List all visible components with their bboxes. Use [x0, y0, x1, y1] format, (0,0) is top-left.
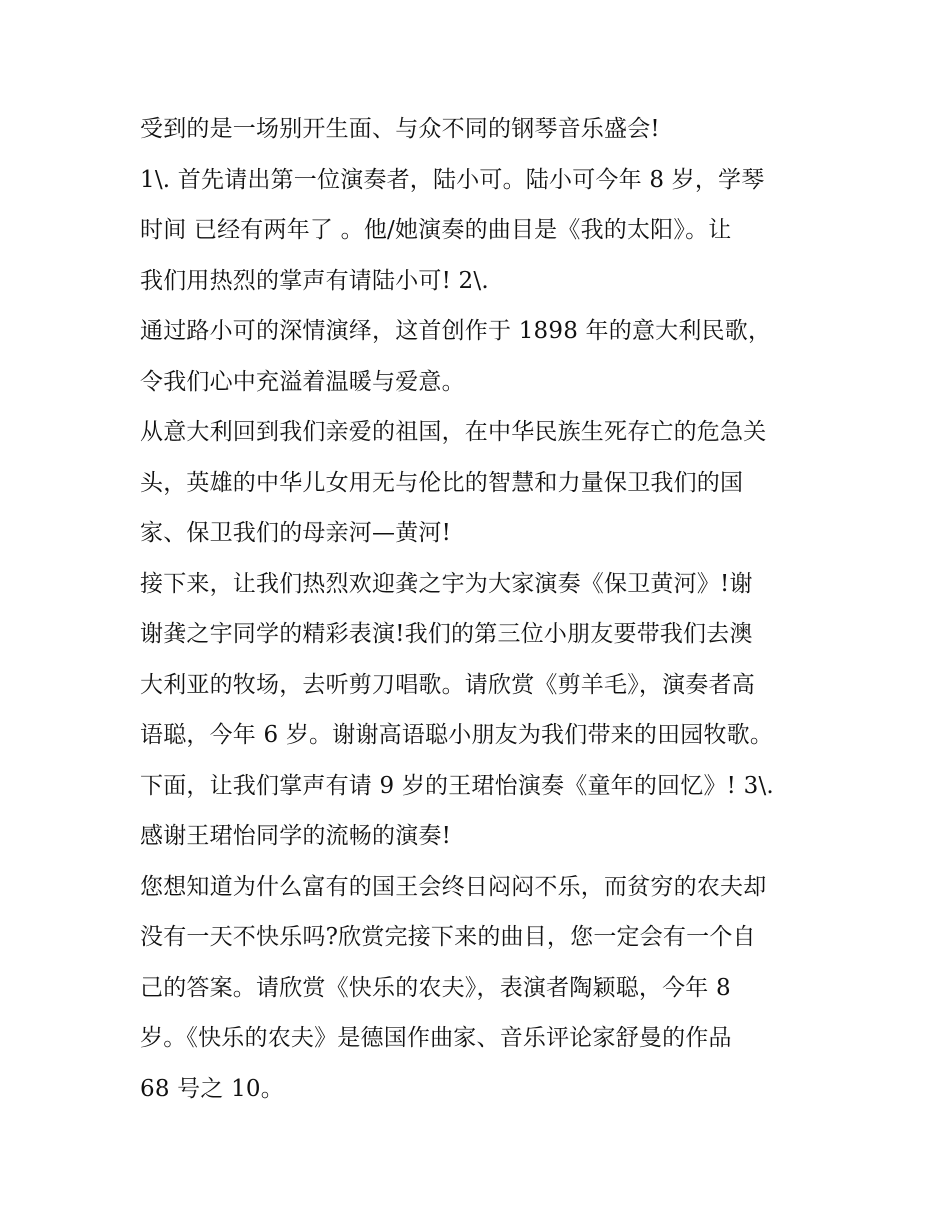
text-line-1: 受到的是一场别开生面、与众不同的钢琴音乐盛会! [140, 116, 660, 142]
text-line-14: 下面，让我们掌声有请 9 岁的王珺怡演奏《童年的回忆》! 3\. [140, 773, 774, 799]
text-line-13: 语聪，今年 6 岁。谢谢高语聪小朋友为我们带来的田园牧歌。 [140, 722, 774, 748]
text-line-17: 没有一天不快乐吗?欣赏完接下来的曲目，您一定会有一个自 [140, 924, 756, 950]
text-line-9: 家、保卫我们的母亲河—黄河! [140, 520, 452, 546]
text-line-5: 通过路小可的深情演绎，这首创作于 1898 年的意大利民歌， [140, 318, 772, 344]
text-line-10: 接下来，让我们热烈欢迎龚之宇为大家演奏《保卫黄河》!谢 [140, 571, 753, 597]
text-line-11: 谢龚之宇同学的精彩表演!我们的第三位小朋友要带我们去澳 [140, 621, 753, 647]
text-line-15: 感谢王珺怡同学的流畅的演奏! [140, 823, 452, 849]
text-line-4: 我们用热烈的掌声有请陆小可! 2\. [140, 268, 489, 294]
text-line-16: 您想知道为什么富有的国王会终日闷闷不乐，而贫穷的农夫却 [140, 874, 767, 900]
text-line-6: 令我们心中充溢着温暖与爱意。 [140, 369, 465, 395]
text-line-12: 大利亚的牧场，去听剪刀唱歌。请欣赏《剪羊毛》，演奏者高 [140, 672, 755, 698]
text-line-3: 时间 已经有两年了 。他/她演奏的曲目是《我的太阳》。让 [140, 217, 732, 243]
text-line-20: 68 号之 10。 [140, 1076, 284, 1102]
text-line-8: 头，英雄的中华儿女用无与伦比的智慧和力量保卫我们的国 [140, 470, 744, 496]
text-line-19: 岁。《快乐的农夫》是德国作曲家、音乐评论家舒曼的作品 [140, 1025, 732, 1051]
text-line-2: 1\. 首先请出第一位演奏者，陆小可。陆小可今年 8 岁，学琴 [140, 167, 765, 193]
text-line-18: 己的答案。请欣赏《快乐的农夫》，表演者陶颖聪，今年 8 [140, 975, 731, 1001]
text-line-7: 从意大利回到我们亲爱的祖国，在中华民族生死存亡的危急关 [140, 419, 767, 445]
